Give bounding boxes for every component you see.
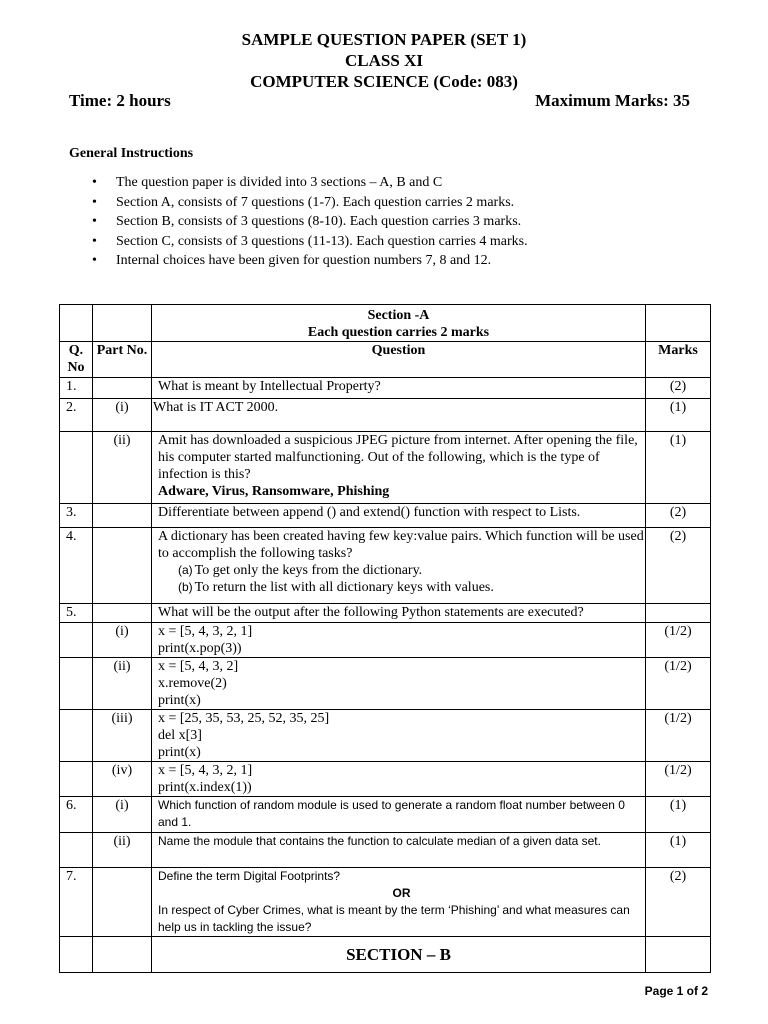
subpart-label: (a) bbox=[178, 563, 193, 577]
table-row bbox=[60, 710, 711, 762]
q-part: (i) bbox=[93, 623, 152, 658]
instruction-item: • Section A, consists of 7 questions (1-7). Each question carries 2 marks. bbox=[92, 193, 528, 213]
column-header-row bbox=[60, 342, 711, 378]
q-text: What is meant by Intellectual Property? bbox=[152, 378, 646, 399]
code-line: x = [25, 35, 53, 25, 52, 35, 25] bbox=[158, 711, 330, 726]
q-no: 5. bbox=[60, 604, 93, 623]
q-marks: (1) bbox=[646, 399, 711, 432]
subpart-text: To return the list with all dictionary keys with values. bbox=[194, 580, 494, 595]
col-marks: Marks bbox=[646, 342, 711, 378]
max-marks-label: Maximum Marks: 35 bbox=[535, 91, 690, 110]
q-marks: (1) bbox=[646, 833, 711, 868]
q-marks: (1/2) bbox=[646, 710, 711, 762]
q-part: (ii) bbox=[93, 833, 152, 868]
q-no: 2. bbox=[60, 399, 93, 432]
q-text: What will be the output after the following Python statements are executed? bbox=[152, 604, 646, 623]
q-marks: (2) bbox=[646, 868, 711, 937]
q-text bbox=[152, 868, 646, 937]
code-line: x = [5, 4, 3, 2, 1] bbox=[158, 763, 253, 778]
or-label: OR bbox=[392, 886, 411, 900]
q-text: Differentiate between append () and extend() function with respect to Lists. bbox=[152, 504, 646, 528]
table-row bbox=[60, 604, 711, 623]
q-body: Define the term Digital Footprints? bbox=[158, 869, 341, 883]
section-header bbox=[152, 305, 646, 342]
subject-title: COMPUTER SCIENCE (Code: 083) bbox=[250, 72, 518, 91]
section-title: Section -A bbox=[367, 308, 430, 323]
class-title: CLASS XI bbox=[345, 51, 423, 70]
q-part: (i) bbox=[93, 797, 152, 833]
q-text: Name the module that contains the function to calculate median of a given data set. bbox=[152, 833, 646, 868]
q-text bbox=[152, 528, 646, 604]
q-body: A dictionary has been created having few key:value pairs. Which function will be used to accomplish the following tasks? bbox=[158, 529, 644, 561]
q-body: In respect of Cyber Crimes, what is meant by the term ‘Phishing’ and what measures can help us in tackling the issue? bbox=[158, 903, 630, 934]
subpart-label: (b) bbox=[178, 580, 193, 594]
q-marks: (1/2) bbox=[646, 623, 711, 658]
page-number: Page 1 of 2 bbox=[644, 984, 708, 998]
code-line: x.remove(2) bbox=[158, 676, 227, 691]
table-row bbox=[60, 797, 711, 833]
q-code bbox=[152, 658, 646, 710]
table-row bbox=[60, 399, 711, 432]
question-table bbox=[59, 304, 711, 973]
table-row bbox=[60, 528, 711, 604]
col-part: Part No. bbox=[93, 342, 152, 378]
q-no: 7. bbox=[60, 868, 93, 937]
q-no: 1. bbox=[60, 378, 93, 399]
instructions-title: General Instructions bbox=[69, 146, 194, 161]
q-marks: (1) bbox=[646, 432, 711, 504]
code-line: x = [5, 4, 3, 2] bbox=[158, 659, 239, 674]
q-text: What is IT ACT 2000. bbox=[152, 399, 646, 432]
q-text: Which function of random module is used to generate a random float number between 0 and 1. bbox=[152, 797, 646, 833]
q-no: 3. bbox=[60, 504, 93, 528]
q-marks: (2) bbox=[646, 528, 711, 604]
table-row bbox=[60, 658, 711, 710]
q-options: Adware, Virus, Ransomware, Phishing bbox=[158, 484, 390, 499]
instructions-list bbox=[92, 173, 528, 271]
table-row bbox=[60, 378, 711, 399]
q-no: 6. bbox=[60, 797, 93, 833]
section-b-title: SECTION – B bbox=[152, 937, 646, 973]
section-header-row bbox=[60, 305, 711, 342]
q-marks: (1/2) bbox=[646, 658, 711, 710]
table-row bbox=[60, 504, 711, 528]
code-line: print(x) bbox=[158, 693, 201, 708]
q-subpart bbox=[158, 562, 645, 579]
code-line: print(x.index(1)) bbox=[158, 780, 252, 795]
col-qno: Q. No bbox=[60, 342, 93, 378]
q-part: (ii) bbox=[93, 658, 152, 710]
instruction-item: • Section B, consists of 3 questions (8-10). Each question carries 3 marks. bbox=[92, 212, 528, 232]
q-marks: (2) bbox=[646, 378, 711, 399]
q-part: (ii) bbox=[93, 432, 152, 504]
code-line: del x[3] bbox=[158, 728, 202, 743]
table-row bbox=[60, 833, 711, 868]
q-marks: (1) bbox=[646, 797, 711, 833]
q-marks: (2) bbox=[646, 504, 711, 528]
q-marks: (1/2) bbox=[646, 762, 711, 797]
q-part: (iii) bbox=[93, 710, 152, 762]
q-code bbox=[152, 762, 646, 797]
table-row bbox=[60, 623, 711, 658]
table-row bbox=[60, 432, 711, 504]
paper-title: SAMPLE QUESTION PAPER (SET 1) bbox=[241, 30, 527, 49]
code-line: x = [5, 4, 3, 2, 1] bbox=[158, 624, 253, 639]
table-row bbox=[60, 762, 711, 797]
subpart-text: To get only the keys from the dictionary. bbox=[194, 563, 423, 578]
table-row bbox=[60, 868, 711, 937]
code-line: print(x) bbox=[158, 745, 201, 760]
col-question: Question bbox=[152, 342, 646, 378]
instruction-item: • The question paper is divided into 3 sections – A, B and C bbox=[92, 173, 528, 193]
instruction-item: • Internal choices have been given for question numbers 7, 8 and 12. bbox=[92, 251, 528, 271]
q-code bbox=[152, 710, 646, 762]
q-no: 4. bbox=[60, 528, 93, 604]
q-code bbox=[152, 623, 646, 658]
q-part: (i) bbox=[93, 399, 152, 432]
time-label: Time: 2 hours bbox=[69, 91, 171, 110]
section-subtitle: Each question carries 2 marks bbox=[307, 325, 490, 340]
instruction-item: • Section C, consists of 3 questions (11-13). Each question carries 4 marks. bbox=[92, 232, 528, 252]
q-body: Amit has downloaded a suspicious JPEG picture from internet. After opening the file, his computer started malfunctioning. Out of the following, which is the type of infection is this? bbox=[158, 433, 638, 482]
q-part: (iv) bbox=[93, 762, 152, 797]
q-subpart bbox=[158, 579, 645, 596]
q-text bbox=[152, 432, 646, 504]
section-b-row bbox=[60, 937, 711, 973]
code-line: print(x.pop(3)) bbox=[158, 641, 242, 656]
